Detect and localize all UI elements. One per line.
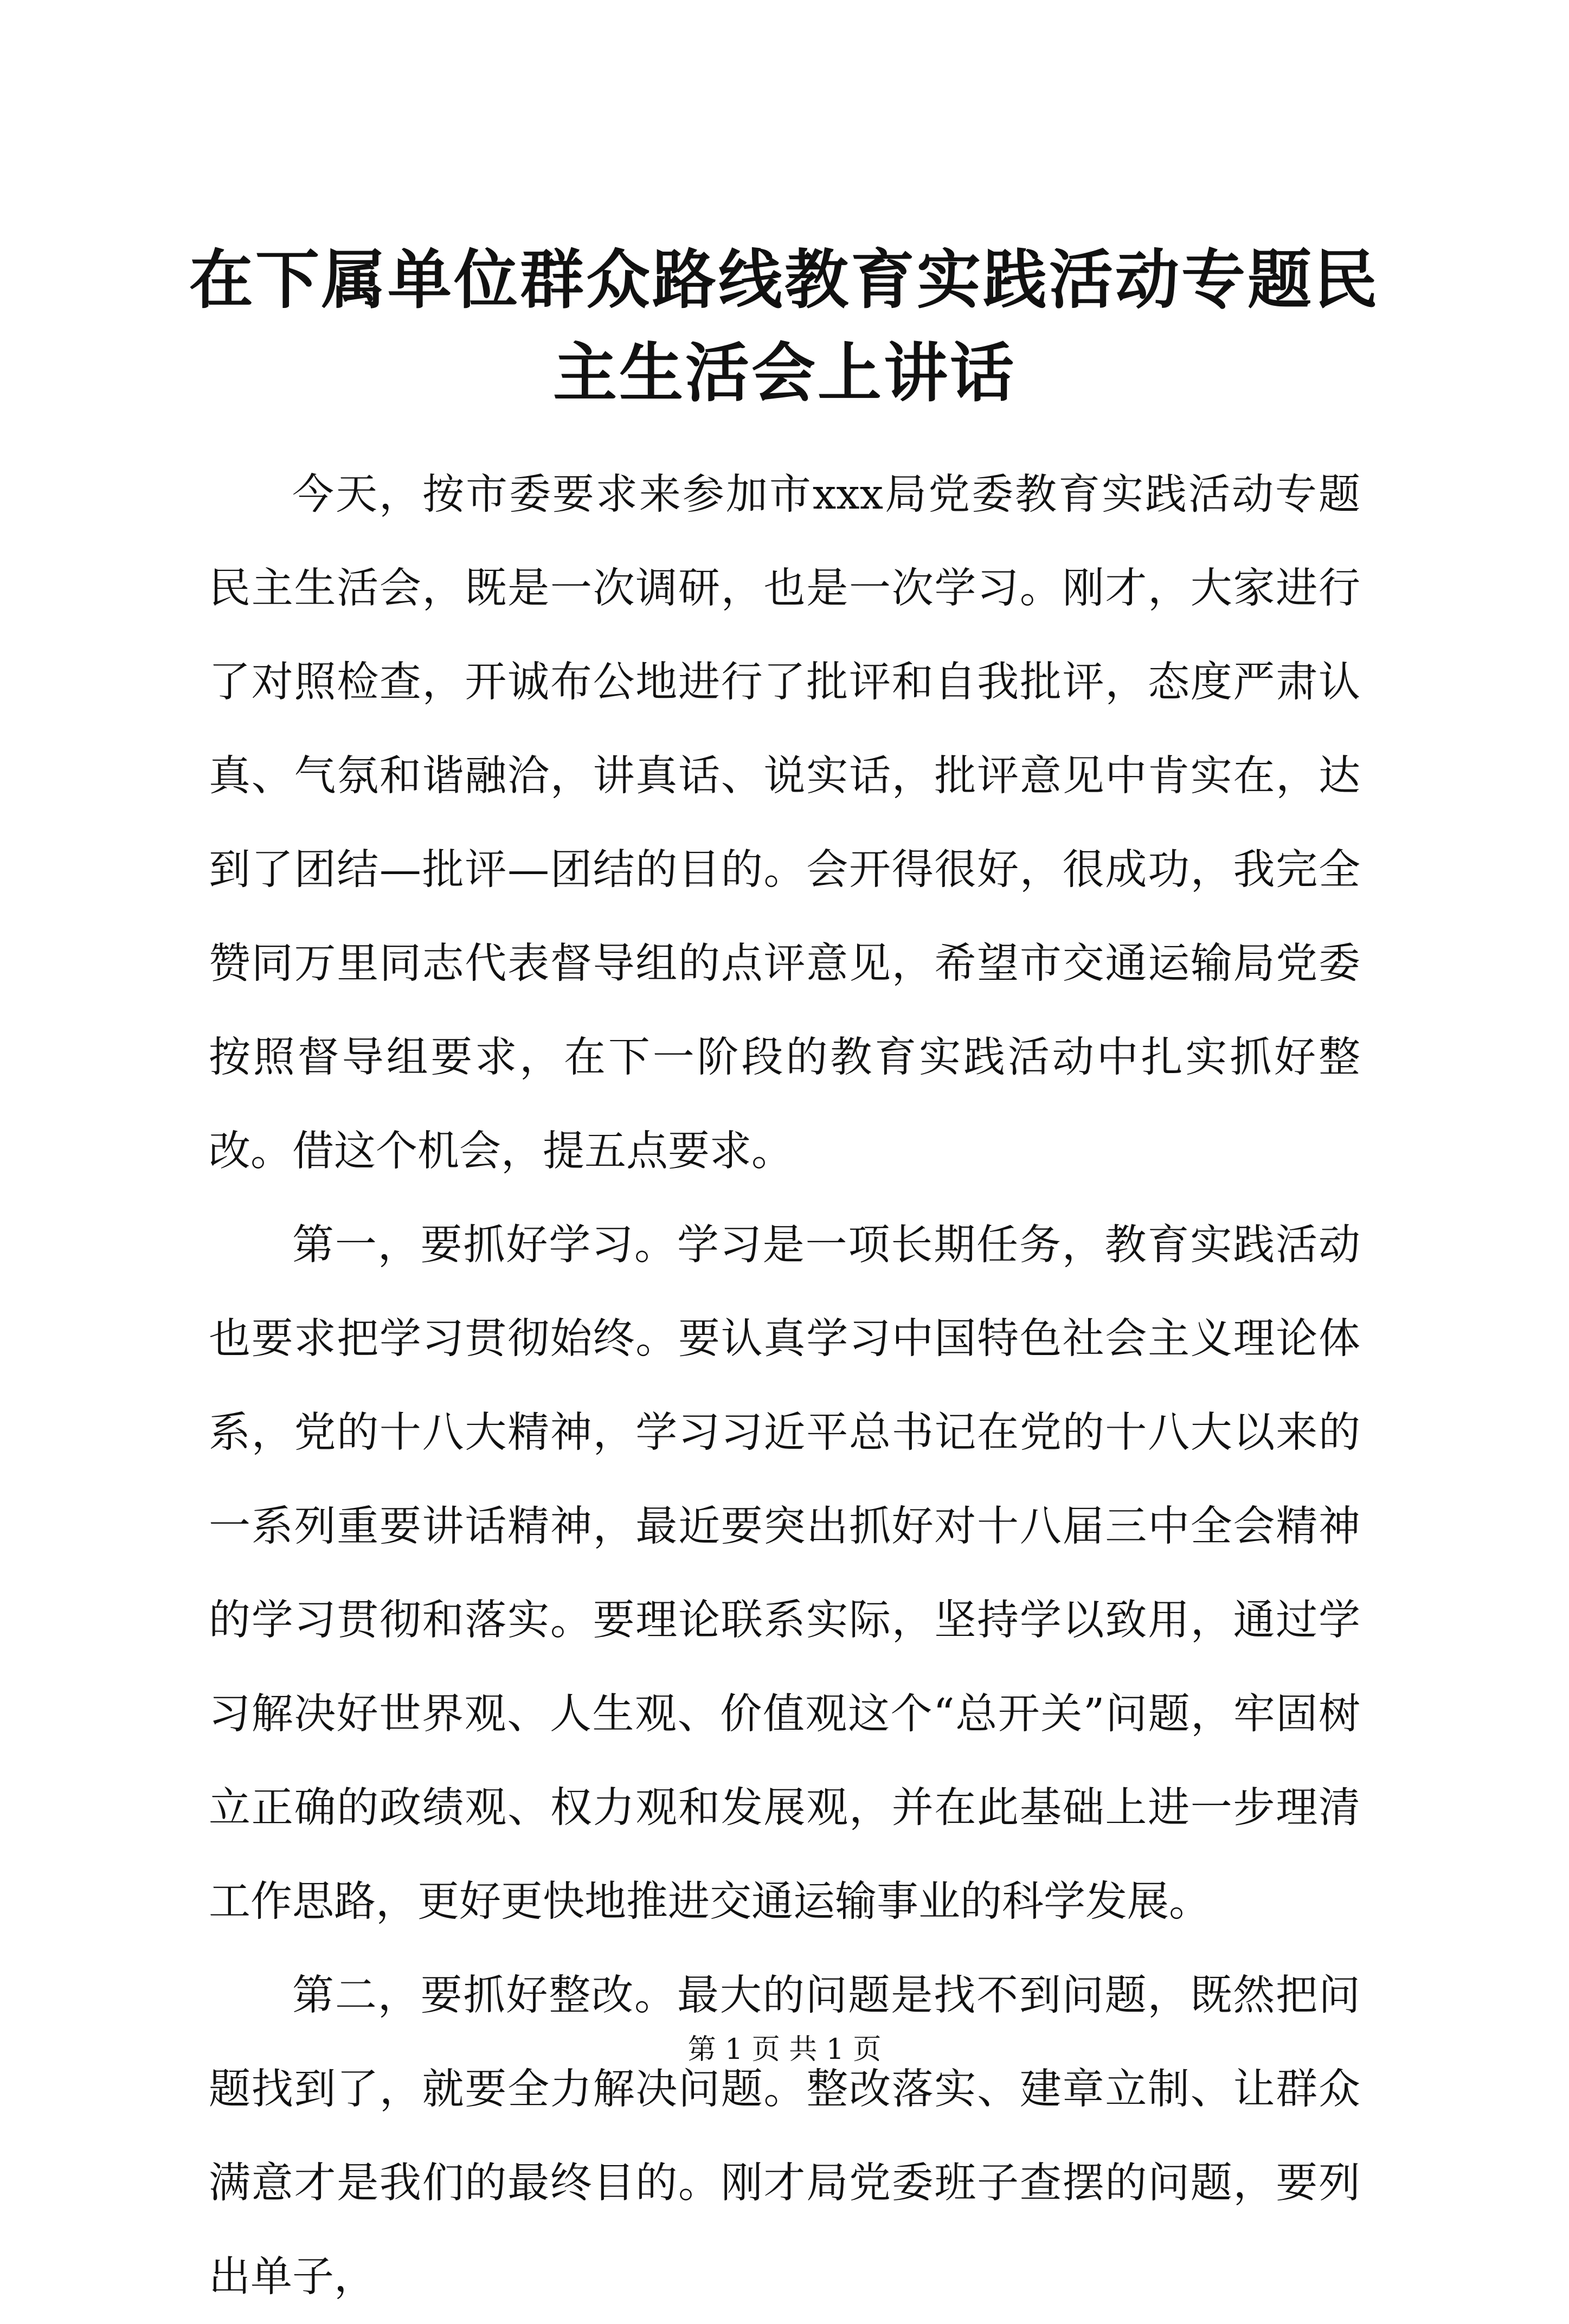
paragraph-first-point: 第一，要抓好学习。学习是一项长期任务，教育实践活动也要求把学习贯彻始终。要认真学习中国特色社会主义理论体系，党的十八大精神，学习习近平总书记在党的十八大以来的一系列重要讲话精神，最近要突出抓好对十八届三中全会精神的学习贯彻和落实。要理论联系实际，坚持学以致用，通过学习解决好世界观、人生观、价值观这个“总开关”问题，牢固树立正确的政绩观、权力观和发展观，并在此基础上进一步理清工作思路，更好更快地推进交通运输事业的科学发展。	[209, 1221, 1360, 1926]
document-title: 在下属单位群众路线教育实践活动专题民主生活会上讲话	[189, 242, 1380, 410]
paragraph-intro: 今天，按市委要求来参加市xxx局党委教育实践活动专题民主生活会，既是一次调研，也是一次学习。刚才，大家进行了对照检查，开诚布公地进行了批评和自我批评，态度严肃认真、气氛和谐融洽，讲真话、说实话，批评意见中肯实在，达到了团结—批评—团结的目的。会开得很好，很成功，我完全赞同万里同志代表督导组的点评意见，希望市交通运输局党委按照督导组要求，在下一阶段的教育实践活动中扎实抓好整改。借这个机会，提五点要求。	[209, 471, 1360, 1176]
page-footer: 第 1 页 共 1 页	[687, 2033, 882, 2066]
paragraph-second-point: 第二，要抓好整改。最大的问题是找不到问题，既然把问题找到了，就要全力解决问题。整改落实、建章立制、让群众满意才是我们的最终目的。刚才局党委班子查摆的问题，要列出单子，	[209, 1972, 1360, 2301]
